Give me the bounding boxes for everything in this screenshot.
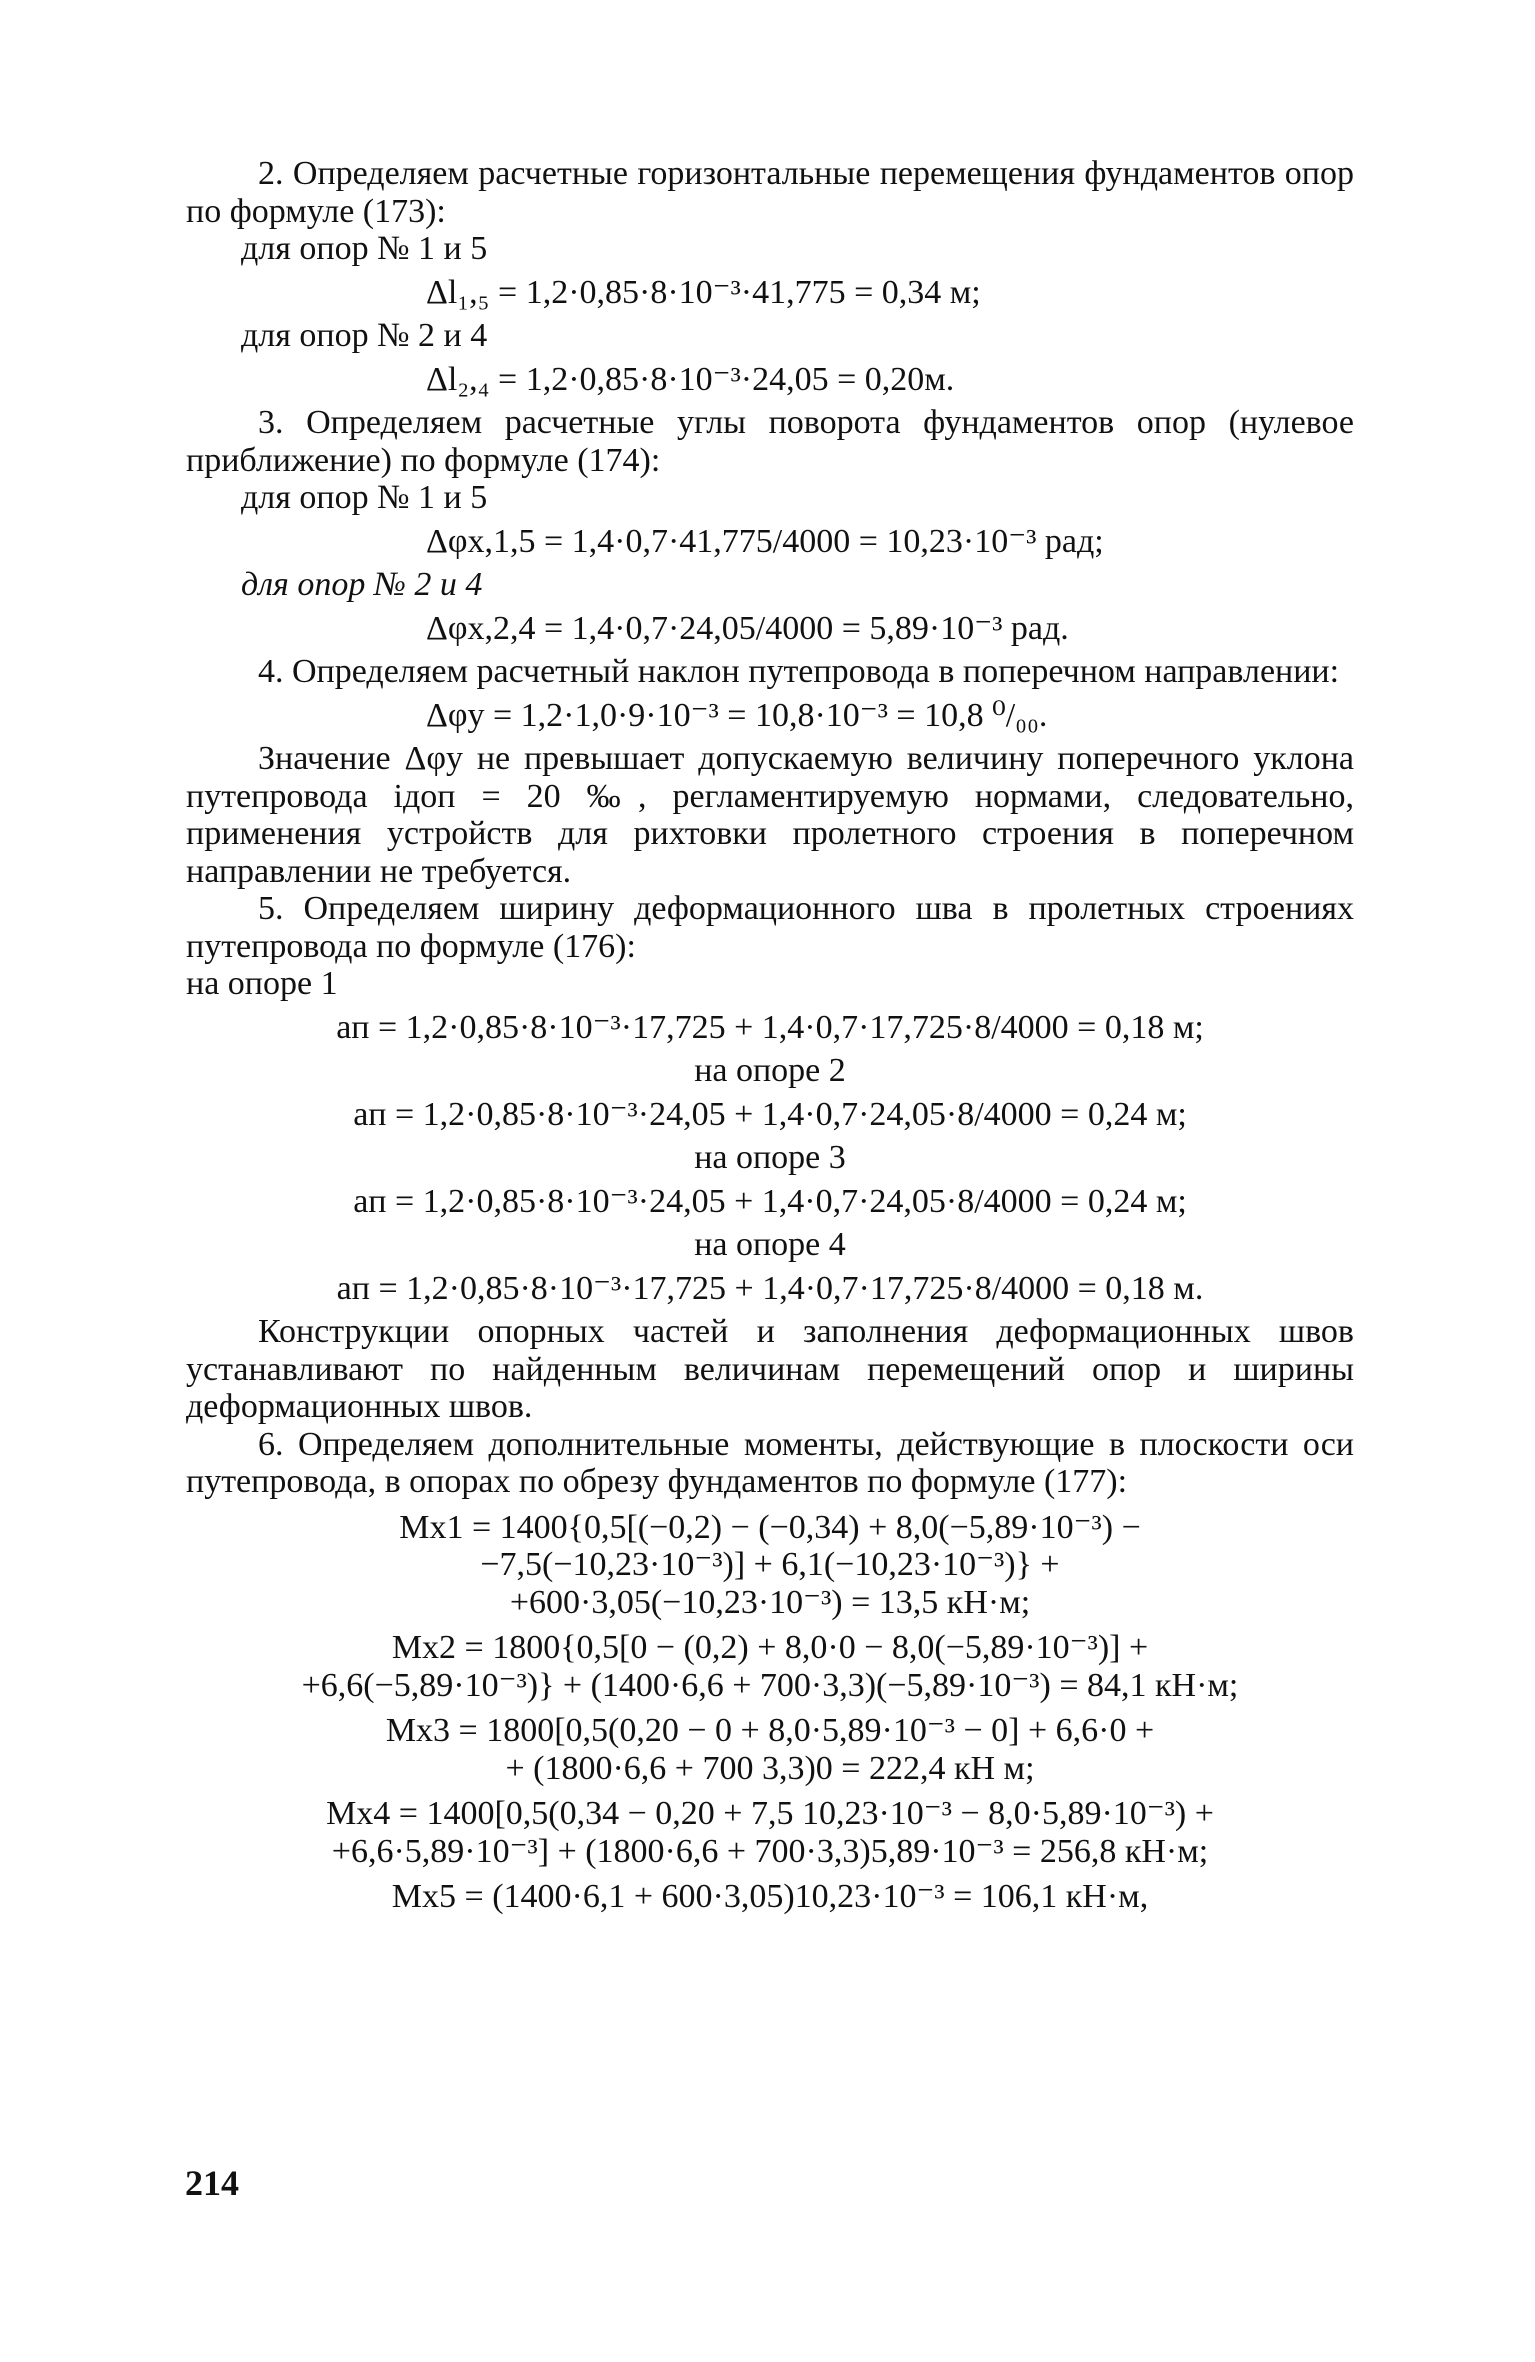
formula-joint-4: aп = 1,2·0,85·8·10⁻³·17,725 + 1,4·0,7·17,725·8/4000 = 0,18 м. bbox=[336, 1269, 1204, 1307]
label-support-2: на опоре 2 bbox=[694, 1052, 846, 1089]
formula-line: Mx4 = 1400[0,5(0,34 − 0,20 + 7,5 10,23·10⁻³ − 8,0·5,89·10⁻³) + bbox=[326, 1795, 1214, 1832]
label-support-1: на опоре 1 bbox=[186, 965, 338, 1002]
formula-line: Mx5 = (1400·6,1 + 600·3,05)10,23·10⁻³ = 106,1 кН·м, bbox=[391, 1878, 1149, 1915]
formula-joint-3: aп = 1,2·0,85·8·10⁻³·24,05 + 1,4·0,7·24,05·8/4000 = 0,24 м; bbox=[353, 1182, 1187, 1220]
formula-line: Mx1 = 1400{0,5[(−0,2) − (−0,34) + 8,0(−5,89·10⁻³) − bbox=[399, 1508, 1141, 1546]
formula-moment-mx5 bbox=[186, 1878, 1354, 1916]
formula-moment-mx2 bbox=[186, 1629, 1354, 1704]
formula-line: +6,6(−5,89·10⁻³)} + (1400·6,6 + 700·3,3)(−5,89·10⁻³) = 84,1 кН·м; bbox=[301, 1666, 1239, 1704]
formula-moment-mx1 bbox=[186, 1509, 1354, 1622]
formula-displacement-2-4: Δl₂,₄ = 1,2·0,85·8·10⁻³·24,05 = 0,20м. bbox=[426, 360, 955, 398]
paragraph-step-6: 6. Определяем дополнительные моменты, действующие в плоскости оси путепровода, в опорах по обрезу фундаментов по формуле (177): bbox=[186, 1425, 1354, 1500]
formula-rotation-1-5: Δφx,1,5 = 1,4·0,7·41,775/4000 = 10,23·10⁻³ рад; bbox=[426, 522, 1104, 560]
paragraph-step-2: 2. Определяем расчетные горизонтальные перемещения фундаментов опор по формуле (173): bbox=[186, 155, 1354, 230]
formula-moment-mx4 bbox=[186, 1795, 1354, 1870]
page-number: 214 bbox=[185, 2163, 239, 2203]
formula-joint-2: aп = 1,2·0,85·8·10⁻³·24,05 + 1,4·0,7·24,05·8/4000 = 0,24 м; bbox=[353, 1095, 1187, 1133]
formula-rotation-2-4: Δφx,2,4 = 1,4·0,7·24,05/4000 = 5,89·10⁻³ рад. bbox=[426, 609, 1069, 647]
page-body bbox=[186, 155, 1354, 1916]
paragraph-joint-note: Конструкции опорных частей и заполнения деформационных швов устанавливают по найденным величинам перемещений опор и ширины деформационных швов. bbox=[186, 1313, 1354, 1425]
formula-line: −7,5(−10,23·10⁻³)] + 6,1(−10,23·10⁻³)} + bbox=[480, 1546, 1060, 1583]
formula-line: Mx2 = 1800{0,5[0 − (0,2) + 8,0·0 − 8,0(−5,89·10⁻³)] + bbox=[391, 1629, 1149, 1666]
formula-transverse-slope: Δφy = 1,2·1,0·9·10⁻³ = 10,8·10⁻³ = 10,8 ⁰/₀₀. bbox=[426, 696, 1048, 734]
label-supports-1-5: для опор № 1 и 5 bbox=[241, 230, 488, 267]
formula-joint-1: aп = 1,2·0,85·8·10⁻³·17,725 + 1,4·0,7·17,725·8/4000 = 0,18 м; bbox=[336, 1008, 1204, 1046]
label-supports-2-4: для опор № 2 и 4 bbox=[241, 317, 488, 354]
paragraph-step-5: 5. Определяем ширину деформационного шва в пролетных строениях путепровода по формуле (176): bbox=[186, 890, 1354, 965]
paragraph-step-3: 3. Определяем расчетные углы поворота фундаментов опор (нулевое приближение) по формуле (174): bbox=[186, 404, 1354, 479]
label-support-3: на опоре 3 bbox=[694, 1139, 846, 1176]
paragraph-step-4: 4. Определяем расчетный наклон путепровода в поперечном направлении: bbox=[258, 653, 1340, 690]
label-support-4: на опоре 4 bbox=[694, 1226, 846, 1263]
label-supports-1-5: для опор № 1 и 5 bbox=[241, 479, 488, 516]
formula-line: Mx3 = 1800[0,5(0,20 − 0 + 8,0·5,89·10⁻³ − 0] + 6,6·0 + bbox=[385, 1712, 1155, 1749]
formula-line: + (1800·6,6 + 700 3,3)0 = 222,4 кН м; bbox=[505, 1749, 1035, 1787]
formula-line: +600·3,05(−10,23·10⁻³) = 13,5 кН·м; bbox=[509, 1583, 1031, 1621]
formula-moment-mx3 bbox=[186, 1712, 1354, 1787]
paragraph-slope-note: Значение Δφy не превышает допускаемую величину поперечного уклона путепровода iдоп = 20 ‰, регламентируемую нормами, следовательно, применения устройств для рихтовки пролетного строения в поперечном направлении не требуется. bbox=[186, 740, 1354, 890]
formula-displacement-1-5: Δl₁,₅ = 1,2·0,85·8·10⁻³·41,775 = 0,34 м; bbox=[426, 273, 981, 311]
label-supports-2-4: для опор № 2 и 4 bbox=[241, 566, 483, 603]
formula-line: +6,6·5,89·10⁻³] + (1800·6,6 + 700·3,3)5,89·10⁻³ = 256,8 кН·м; bbox=[331, 1832, 1209, 1870]
